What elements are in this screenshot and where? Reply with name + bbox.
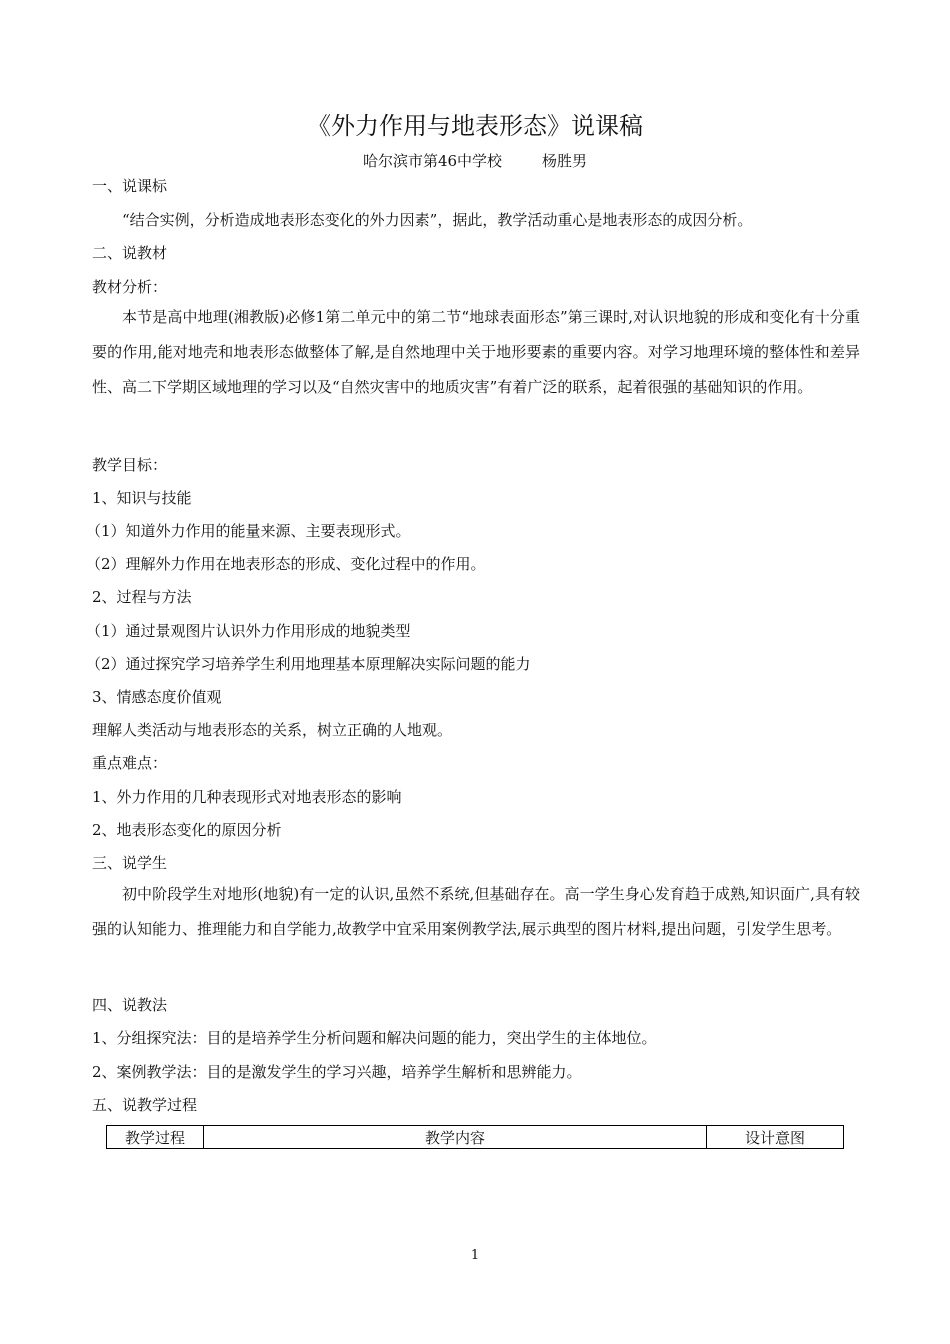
section-heading-curriculum: 一、说课标 [92,177,168,195]
section-heading-students: 三、说学生 [92,854,168,872]
analysis-label: 教材分析： [92,278,168,296]
table-header-cell: 教学过程 [107,1126,204,1149]
method-2: 2、案例教学法：目的是激发学生的学习兴趣，培养学生解析和思辨能力。 [92,1063,582,1081]
section-heading-process: 五、说教学过程 [92,1096,198,1114]
section-heading-methods: 四、说教法 [92,996,168,1014]
analysis-paragraph: 本节是高中地理(湘教版)必修1第二单元中的第二节“地球表面形态”第三课时,对认识地貌的形成和变化有十分重要的作用,能对地壳和地表形态做整体了解,是自然地理中关于地形要素的重要内容。对学习地理环境的整体性和差异性、高二下学期区域地理的学习以及“自然灾害中的地质灾害”有着广泛的联系，起着很强的基础知识的作用。 [92,308,860,396]
curriculum-text: “结合实例，分析造成地表形态变化的外力因素”，据此，教学活动重心是地表形态的成因分析。 [122,211,753,229]
key-points-label: 重点难点： [92,754,168,772]
author-name: 杨胜男 [542,152,588,170]
goals-label: 教学目标： [92,456,168,474]
key-point-2: 2、地表形态变化的原因分析 [92,821,282,839]
goal-knowledge-2: （2）理解外力作用在地表形态的形成、变化过程中的作用。 [86,555,486,573]
goal-knowledge: 1、知识与技能 [92,489,192,507]
table-header-cell: 教学内容 [204,1126,707,1149]
goal-process-1: （1）通过景观图片认识外力作用形成的地貌类型 [86,622,411,640]
goal-attitude-1: 理解人类活动与地表形态的关系，树立正确的人地观。 [92,721,453,739]
key-point-1: 1、外力作用的几种表现形式对地表形态的影响 [92,788,402,806]
author-line [0,150,950,171]
students-paragraph: 初中阶段学生对地形(地貌)有一定的认识,虽然不系统,但基础存在。高一学生身心发育趋于成熟,知识面广,具有较强的认知能力、推理能力和自学能力,故教学中宜采用案例教学法,展示典型的图片材料,提出问题，引发学生思考。 [92,885,860,938]
school-name: 哈尔滨市第46中学校 [362,152,503,170]
table-header-row [107,1126,844,1149]
method-1: 1、分组探究法：目的是培养学生分析问题和解决问题的能力，突出学生的主体地位。 [92,1029,657,1047]
process-table [106,1125,844,1149]
section-heading-textbook: 二、说教材 [92,244,168,262]
goal-process: 2、过程与方法 [92,588,192,606]
goal-attitude: 3、情感态度价值观 [92,688,222,706]
table-header-cell: 设计意图 [707,1126,844,1149]
page-number: 1 [470,1248,480,1263]
goal-knowledge-1: （1）知道外力作用的能量来源、主要表现形式。 [86,522,411,540]
goal-process-2: （2）通过探究学习培养学生利用地理基本原理解决实际问题的能力 [86,655,531,673]
document-title: 《外力作用与地表形态》说课稿 [307,112,643,140]
